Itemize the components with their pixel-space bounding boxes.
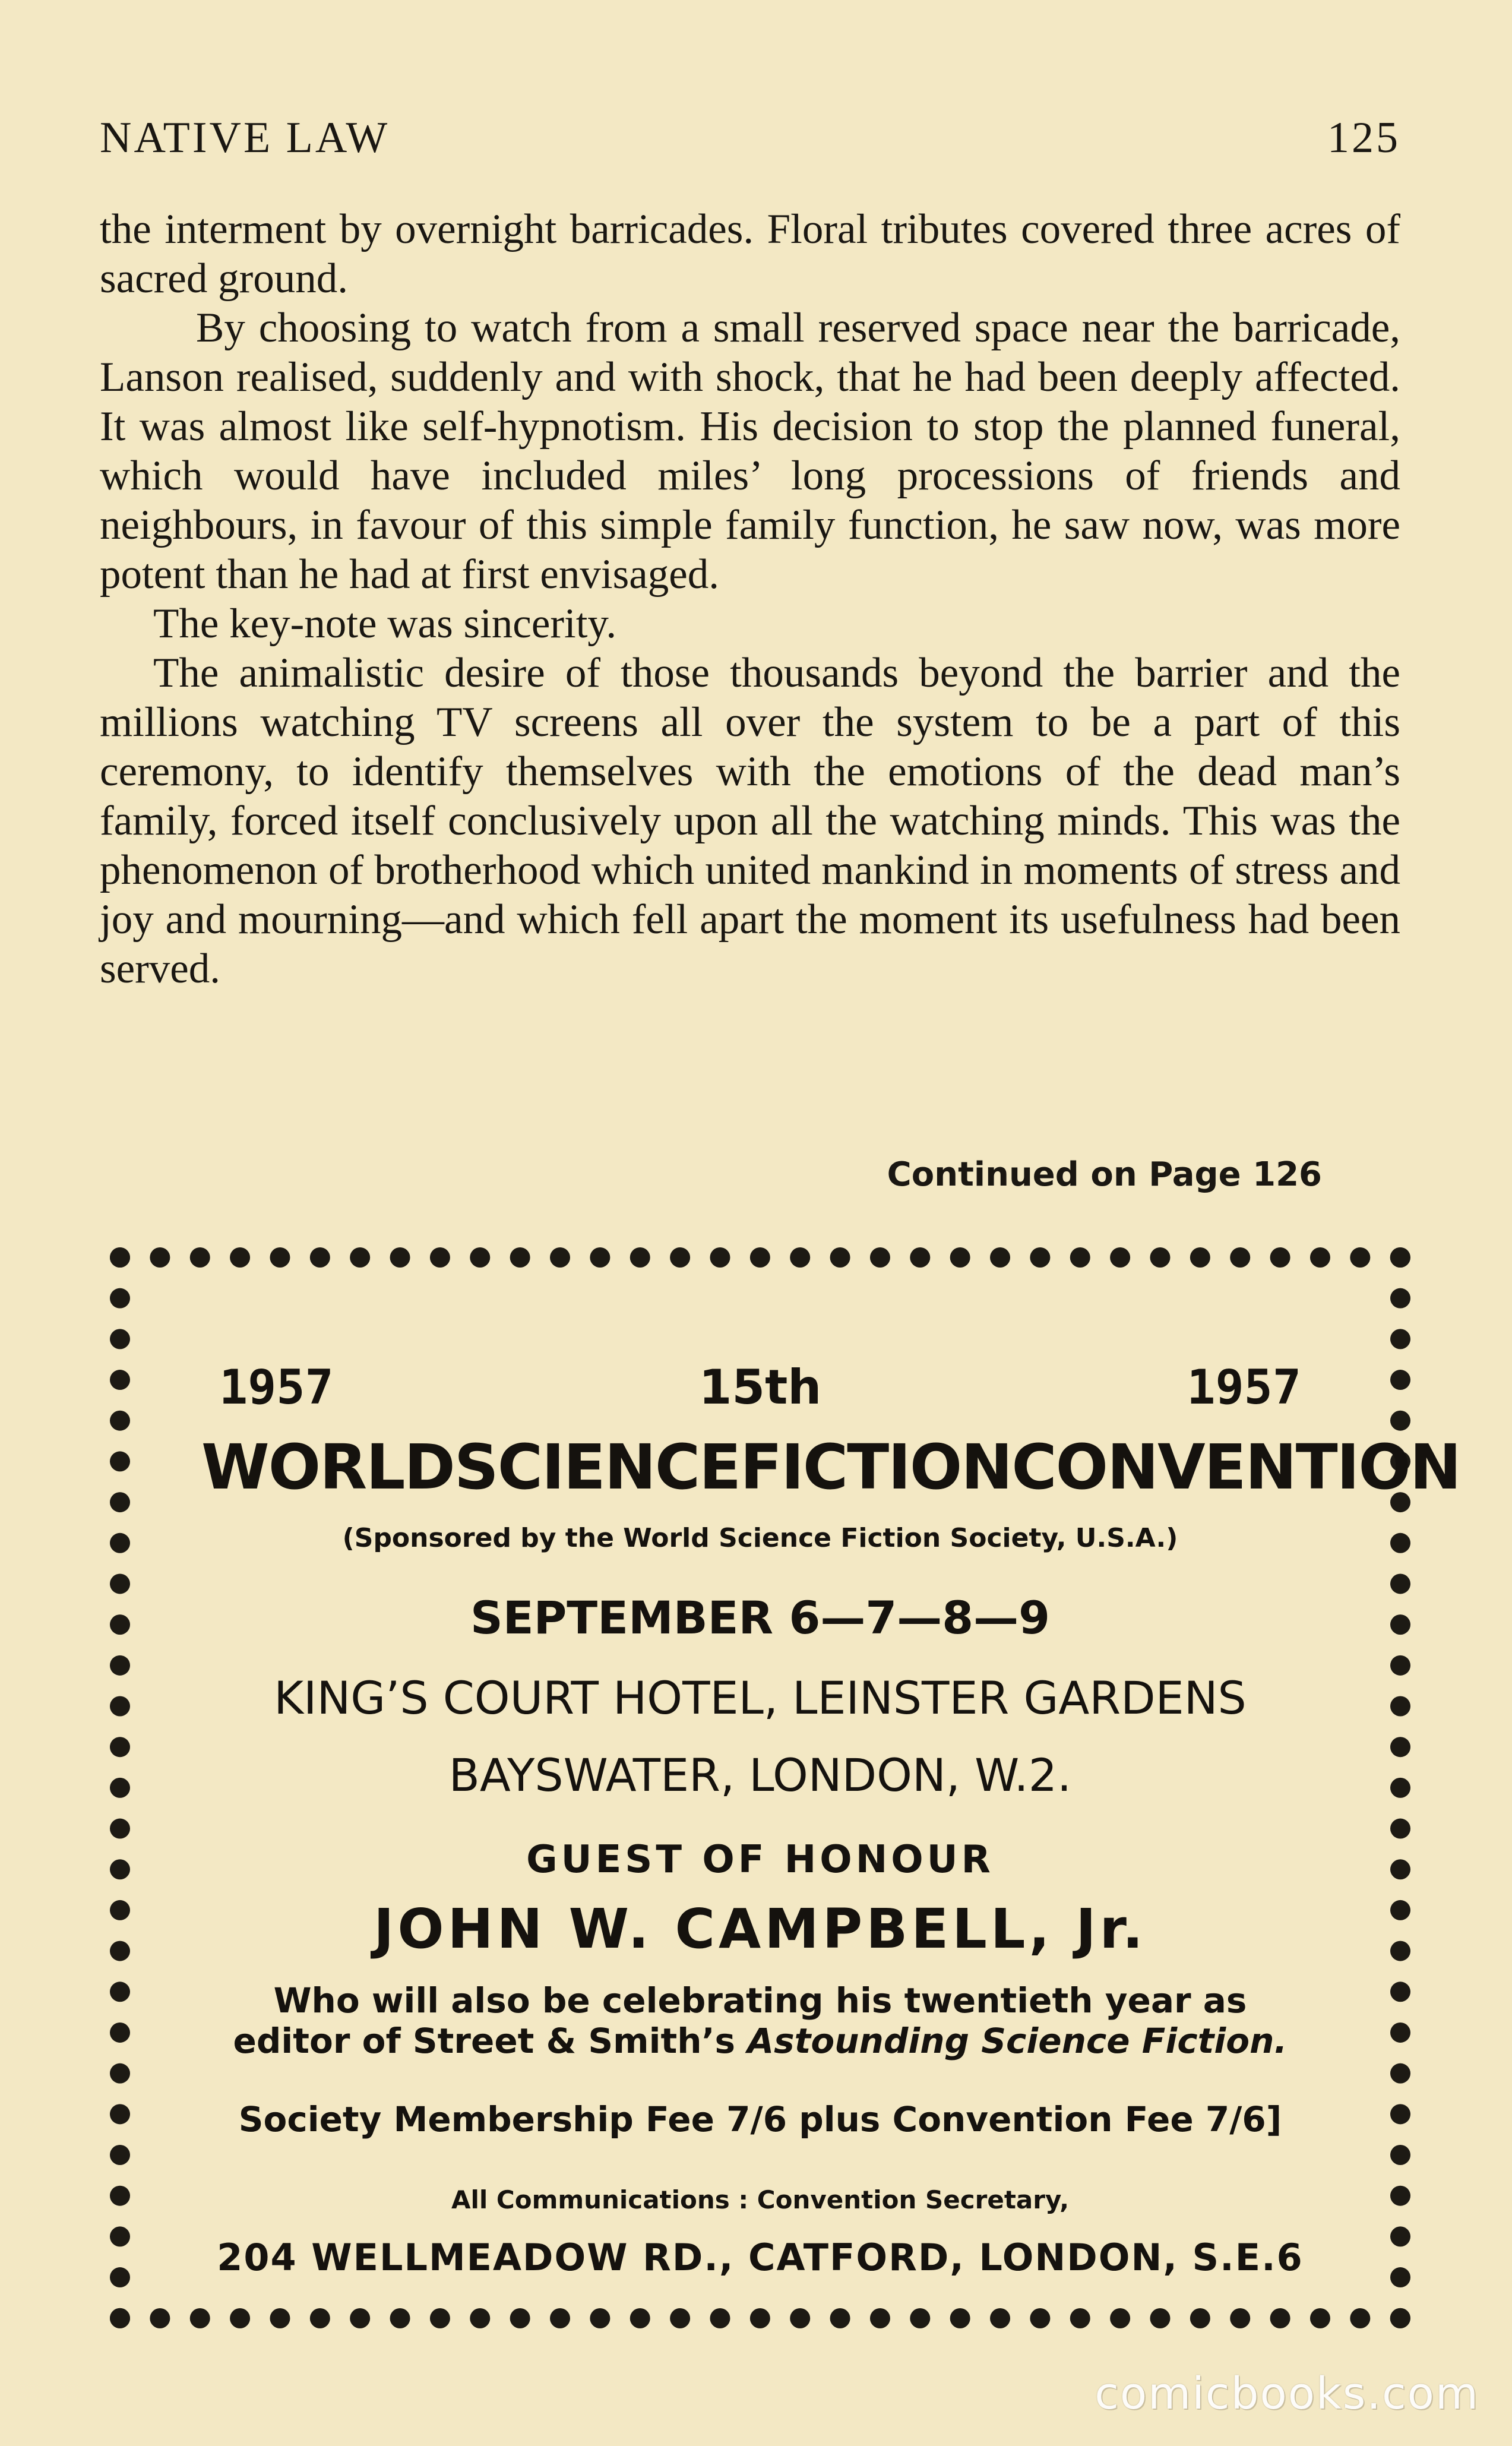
paragraph: By choosing to watch from a small reserved space near the barricade, Lanson realised, suddenly and with shock, that he had been deeply affected. It was almost like self-hypnotism. His decision to stop the planned funeral, which would have included miles’ long processions of friends and neighbours, in favour of this simple family function, he saw now, was more potent than he had at first envisaged. (100, 305, 1400, 598)
running-header (100, 113, 1400, 166)
guest-name: JOHN W. CAMPBELL, Jr. (374, 1897, 1147, 1961)
celebration-line-1: Who will also be celebrating his twentieth year as (273, 1980, 1247, 2021)
celebration-prefix: editor of Street & Smith’s (233, 2021, 736, 2061)
year-row (219, 1360, 1301, 1425)
year-right: 1957 (1187, 1360, 1301, 1415)
paragraph: The key-note was sincerity. (153, 601, 617, 647)
title-word: WORLD (201, 1431, 454, 1503)
fees-line: Society Membership Fee 7/6 plus Convention Fee 7/6] (238, 2099, 1282, 2140)
venue-line-1: KING’S COURT HOTEL, LEINSTER GARDENS (274, 1671, 1247, 1724)
convention-dates: SEPTEMBER 6—7—8—9 (470, 1591, 1051, 1644)
advertisement-content (130, 1268, 1460, 2308)
paragraph: The animalistic desire of those thousands beyond the barrier and the millions watching TV screens all over the system to be a part of this ceremony, to identify themselves with the emotions of the dead man’s family, forced itself conclusively upon all the watching minds. This was the phenomenon of brotherhood which united mankind in moments of stress and joy and mourning—and which fell apart the moment its usefulness had been served. (100, 650, 1400, 992)
celebration-note (130, 1980, 1390, 2061)
paragraph: the interment by overnight barricades. Floral tributes covered three acres of sacred ground. (100, 206, 1400, 302)
magazine-title: Astounding Science Fiction. (747, 2021, 1288, 2061)
celebration-line-2 (130, 2021, 1390, 2061)
convention-title (201, 1431, 1460, 1503)
secretary-address: 204 WELLMEADOW RD., CATFORD, LONDON, S.E.6 (217, 2236, 1304, 2279)
venue-line-2: BAYSWATER, LONDON, W.2. (448, 1749, 1072, 1802)
title-word: SCIENCE (454, 1431, 741, 1503)
convention-advertisement (110, 1247, 1460, 2328)
watermark: comicbooks.com (1095, 2368, 1479, 2419)
title-word: CONVENTION (1011, 1431, 1460, 1503)
page-number: 125 (1327, 113, 1400, 162)
sponsor-line: (Sponsored by the World Science Fiction Society, U.S.A.) (342, 1523, 1178, 1553)
continued-notice: Continued on Page 126 (887, 1155, 1322, 1194)
guest-of-honour-label: GUEST OF HONOUR (526, 1838, 994, 1882)
running-title: NATIVE LAW (100, 113, 390, 162)
edition-label: 15th (698, 1360, 822, 1415)
year-left: 1957 (219, 1360, 334, 1415)
communications-line: All Communications : Convention Secretary, (451, 2185, 1070, 2214)
story-text (100, 205, 1400, 994)
title-word: FICTION (740, 1431, 1012, 1503)
